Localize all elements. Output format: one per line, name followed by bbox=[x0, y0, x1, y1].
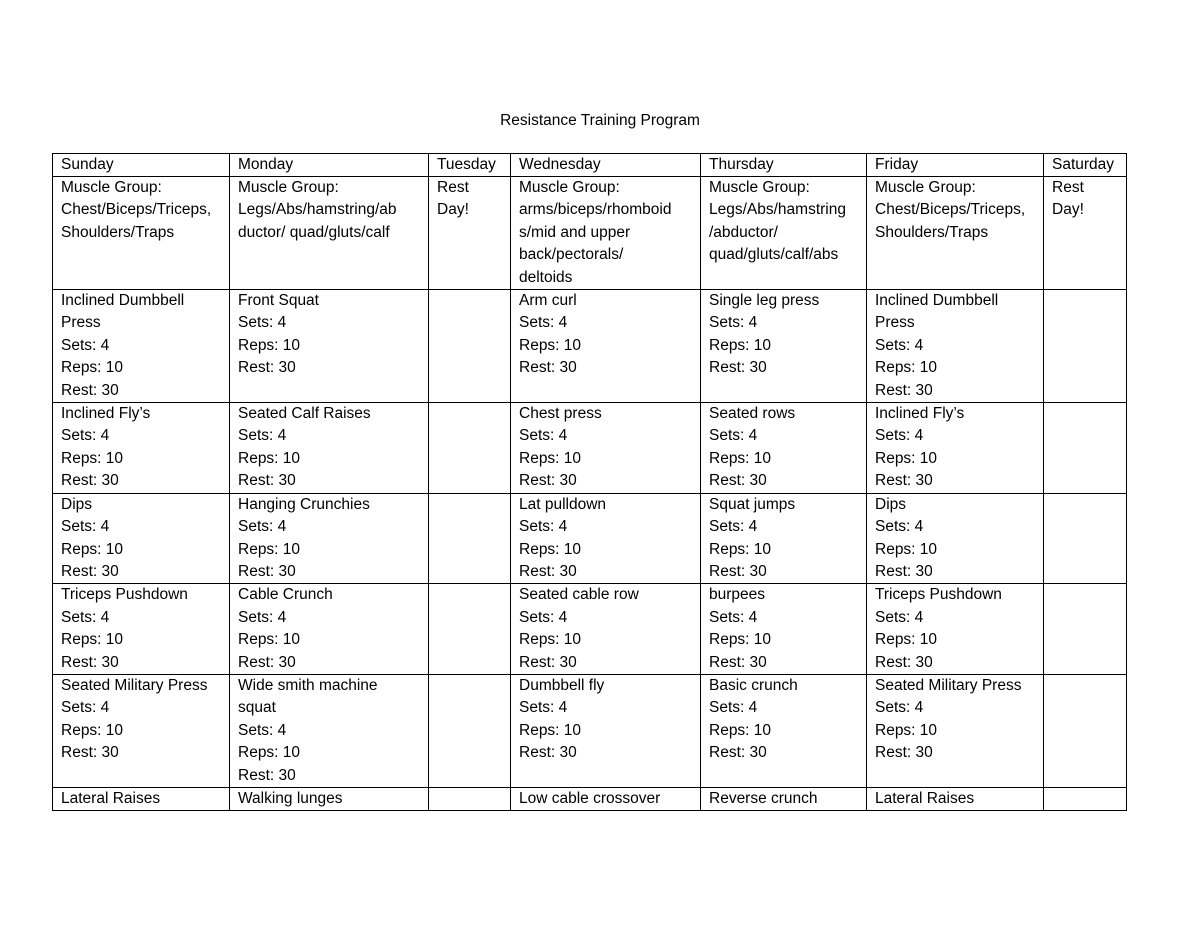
exercise-name: Inclined Fly’s bbox=[61, 405, 151, 423]
exercise-detail: Rest: 30 bbox=[61, 381, 119, 399]
cell-line: Legs/Abs/hamstring/ab bbox=[238, 201, 397, 219]
exercise-detail: Sets: 4 bbox=[709, 427, 758, 445]
cell-line: Legs/Abs/hamstring bbox=[709, 201, 846, 219]
exercise-detail: Sets: 4 bbox=[238, 427, 287, 445]
exercise-detail: Reps: 10 bbox=[61, 540, 124, 558]
cell-line: quad/gluts/calf/abs bbox=[709, 246, 839, 264]
exercise-name: Dips bbox=[61, 495, 93, 513]
cell-line: Chest/Biceps/Triceps, bbox=[61, 201, 212, 219]
cell-line: Rest bbox=[437, 179, 469, 196]
cell-line: Muscle Group: bbox=[61, 179, 162, 196]
cell-line: back/pectorals/ bbox=[519, 246, 624, 264]
exercise-name: Seated rows bbox=[709, 405, 796, 423]
day-header-wednesday: Wednesday bbox=[511, 154, 701, 177]
exercise-cell-thursday bbox=[701, 403, 867, 494]
day-header-sunday: Sunday bbox=[53, 154, 230, 177]
exercise-detail: Sets: 4 bbox=[61, 427, 110, 445]
exercise-cell-tuesday bbox=[429, 403, 511, 494]
exercise-detail: Rest: 30 bbox=[61, 562, 119, 580]
exercise-detail: Sets: 4 bbox=[238, 314, 287, 332]
exercise-cell-wednesday bbox=[511, 787, 701, 810]
cell-line: ductor/ quad/gluts/calf bbox=[238, 223, 390, 241]
exercise-name: Triceps Pushdown bbox=[875, 586, 1002, 604]
exercise-cell-thursday bbox=[701, 493, 867, 584]
cell-line: Shoulders/Traps bbox=[61, 223, 175, 241]
exercise-name: Triceps Pushdown bbox=[61, 586, 188, 604]
exercise-detail: Sets: 4 bbox=[238, 608, 287, 626]
exercise-cell-sunday bbox=[53, 493, 230, 584]
exercise-detail: Reps: 10 bbox=[519, 721, 582, 739]
exercise-detail: Reps: 10 bbox=[61, 449, 124, 467]
exercise-detail: Sets: 4 bbox=[875, 336, 924, 354]
exercise-cell-sunday bbox=[53, 290, 230, 403]
exercise-detail: Reps: 10 bbox=[238, 744, 301, 762]
exercise-cell-friday bbox=[867, 290, 1044, 403]
exercise-name: Lateral Raises bbox=[61, 789, 161, 807]
exercise-detail: Reps: 10 bbox=[61, 631, 124, 649]
exercise-detail: Rest: 30 bbox=[238, 472, 296, 490]
exercise-detail: Sets: 4 bbox=[519, 699, 568, 717]
exercise-row bbox=[53, 493, 1127, 584]
exercise-name: Inclined Fly’s bbox=[875, 405, 965, 423]
exercise-detail: Rest: 30 bbox=[875, 653, 933, 671]
muscle-group-cell-tuesday bbox=[429, 177, 511, 290]
exercise-detail: Reps: 10 bbox=[875, 359, 938, 377]
exercise-detail: Sets: 4 bbox=[709, 518, 758, 536]
exercise-detail: Sets: 4 bbox=[875, 699, 924, 717]
exercise-detail: Reps: 10 bbox=[875, 721, 938, 739]
muscle-group-cell-thursday bbox=[701, 177, 867, 290]
exercise-detail: Rest: 30 bbox=[238, 653, 296, 671]
exercise-name: Arm curl bbox=[519, 292, 577, 310]
exercise-detail: Reps: 10 bbox=[238, 540, 301, 558]
exercise-detail: Rest: 30 bbox=[238, 562, 296, 580]
cell-line: Muscle Group: bbox=[875, 179, 976, 196]
exercise-detail: Rest: 30 bbox=[238, 766, 296, 784]
exercise-name: Inclined Dumbbell bbox=[875, 292, 999, 310]
exercise-detail: Reps: 10 bbox=[875, 540, 938, 558]
exercise-detail: Sets: 4 bbox=[875, 427, 924, 445]
exercise-detail: Sets: 4 bbox=[238, 518, 287, 536]
exercise-cell-wednesday bbox=[511, 493, 701, 584]
exercise-name: Low cable crossover bbox=[519, 789, 661, 807]
exercise-detail: Sets: 4 bbox=[61, 336, 110, 354]
exercise-name: Inclined Dumbbell bbox=[61, 292, 185, 310]
exercise-detail: Sets: 4 bbox=[519, 314, 568, 332]
exercise-detail: Sets: 4 bbox=[61, 608, 110, 626]
exercise-cell-tuesday bbox=[429, 584, 511, 675]
muscle-group-cell-sunday bbox=[53, 177, 230, 290]
exercise-cell-tuesday bbox=[429, 674, 511, 787]
exercise-cell-saturday bbox=[1044, 674, 1127, 787]
exercise-detail: Reps: 10 bbox=[709, 449, 772, 467]
exercise-detail: Reps: 10 bbox=[875, 631, 938, 649]
exercise-cell-friday bbox=[867, 674, 1044, 787]
exercise-cell-tuesday bbox=[429, 290, 511, 403]
exercise-name: Seated Military Press bbox=[875, 676, 1022, 694]
exercise-name: Front Squat bbox=[238, 292, 319, 310]
exercise-name: Reverse crunch bbox=[709, 789, 818, 807]
exercise-detail: Rest: 30 bbox=[709, 359, 767, 377]
exercise-cell-saturday bbox=[1044, 403, 1127, 494]
exercise-row bbox=[53, 674, 1127, 787]
exercise-detail: Reps: 10 bbox=[709, 336, 772, 354]
exercise-cell-monday bbox=[230, 403, 429, 494]
exercise-detail: Sets: 4 bbox=[709, 314, 758, 332]
cell-line: arms/biceps/rhomboid bbox=[519, 201, 672, 219]
exercise-detail: Reps: 10 bbox=[61, 359, 124, 377]
exercise-cell-tuesday bbox=[429, 493, 511, 584]
exercise-cell-wednesday bbox=[511, 403, 701, 494]
exercise-name: Seated Military Press bbox=[61, 676, 208, 694]
exercise-cell-thursday bbox=[701, 674, 867, 787]
exercise-cell-wednesday bbox=[511, 584, 701, 675]
exercise-detail: Rest: 30 bbox=[875, 744, 933, 762]
exercise-detail: Reps: 10 bbox=[61, 721, 124, 739]
exercise-name: burpees bbox=[709, 586, 766, 604]
exercise-detail: Sets: 4 bbox=[61, 699, 110, 717]
exercise-cell-monday bbox=[230, 493, 429, 584]
exercise-cell-sunday bbox=[53, 787, 230, 810]
muscle-group-cell-monday bbox=[230, 177, 429, 290]
exercise-name: Walking lunges bbox=[238, 789, 343, 807]
exercise-name: Basic crunch bbox=[709, 676, 798, 694]
cell-line: /abductor/ bbox=[709, 223, 778, 241]
exercise-detail: Rest: 30 bbox=[61, 653, 119, 671]
exercise-detail: Reps: 10 bbox=[519, 336, 582, 354]
exercise-row bbox=[53, 584, 1127, 675]
cell-line: Shoulders/Traps bbox=[875, 223, 989, 241]
exercise-name: Chest press bbox=[519, 405, 602, 423]
cell-line: s/mid and upper bbox=[519, 223, 631, 241]
exercise-cell-monday bbox=[230, 290, 429, 403]
day-header-friday: Friday bbox=[867, 154, 1044, 177]
exercise-cell-saturday bbox=[1044, 290, 1127, 403]
exercise-cell-monday bbox=[230, 787, 429, 810]
exercise-detail: Sets: 4 bbox=[875, 518, 924, 536]
exercise-row bbox=[53, 290, 1127, 403]
exercise-cell-saturday bbox=[1044, 584, 1127, 675]
exercise-cell-wednesday bbox=[511, 290, 701, 403]
exercise-detail: Rest: 30 bbox=[61, 472, 119, 490]
exercise-row bbox=[53, 787, 1127, 810]
exercise-detail: Reps: 10 bbox=[238, 449, 301, 467]
exercise-name: Wide smith machine bbox=[238, 676, 378, 694]
exercise-cell-thursday bbox=[701, 787, 867, 810]
exercise-detail: Rest: 30 bbox=[519, 562, 577, 580]
exercise-name: Lat pulldown bbox=[519, 495, 607, 513]
exercise-cell-monday bbox=[230, 674, 429, 787]
exercise-detail: Sets: 4 bbox=[709, 608, 758, 626]
exercise-name: Seated cable row bbox=[519, 586, 639, 604]
exercise-detail: Reps: 10 bbox=[709, 721, 772, 739]
exercise-cell-monday bbox=[230, 584, 429, 675]
exercise-detail: Reps: 10 bbox=[875, 449, 938, 467]
exercise-detail: Reps: 10 bbox=[519, 540, 582, 558]
day-header-monday: Monday bbox=[230, 154, 429, 177]
exercise-detail: Rest: 30 bbox=[519, 653, 577, 671]
exercise-cell-friday bbox=[867, 584, 1044, 675]
cell-line: deltoids bbox=[519, 268, 573, 286]
cell-line: Day! bbox=[437, 201, 469, 219]
exercise-detail: Rest: 30 bbox=[519, 744, 577, 762]
exercise-detail: Rest: 30 bbox=[519, 359, 577, 377]
exercise-cell-friday bbox=[867, 403, 1044, 494]
training-schedule-table bbox=[52, 153, 1127, 811]
exercise-detail: squat bbox=[238, 699, 276, 717]
exercise-detail: Rest: 30 bbox=[61, 744, 119, 762]
exercise-detail: Reps: 10 bbox=[238, 336, 301, 354]
exercise-detail: Sets: 4 bbox=[709, 699, 758, 717]
exercise-cell-wednesday bbox=[511, 674, 701, 787]
exercise-name: Hanging Crunchies bbox=[238, 495, 370, 513]
cell-line: Muscle Group: bbox=[238, 179, 339, 196]
exercise-detail: Reps: 10 bbox=[709, 631, 772, 649]
exercise-detail: Sets: 4 bbox=[519, 518, 568, 536]
exercise-detail: Rest: 30 bbox=[875, 381, 933, 399]
cell-line: Day! bbox=[1052, 201, 1084, 219]
cell-line: Muscle Group: bbox=[519, 179, 620, 196]
exercise-cell-tuesday bbox=[429, 787, 511, 810]
exercise-cell-friday bbox=[867, 787, 1044, 810]
exercise-name: Lateral Raises bbox=[875, 789, 975, 807]
muscle-group-cell-saturday bbox=[1044, 177, 1127, 290]
day-header-tuesday: Tuesday bbox=[429, 154, 511, 177]
exercise-detail: Rest: 30 bbox=[875, 562, 933, 580]
exercise-cell-sunday bbox=[53, 403, 230, 494]
exercise-cell-sunday bbox=[53, 674, 230, 787]
exercise-detail: Rest: 30 bbox=[709, 653, 767, 671]
muscle-group-cell-friday bbox=[867, 177, 1044, 290]
exercise-row bbox=[53, 403, 1127, 494]
exercise-name: Cable Crunch bbox=[238, 586, 333, 604]
exercise-detail: Press bbox=[61, 314, 101, 332]
exercise-name: Dumbbell fly bbox=[519, 676, 605, 694]
day-header-thursday: Thursday bbox=[701, 154, 867, 177]
exercise-detail: Rest: 30 bbox=[709, 744, 767, 762]
muscle-group-cell-wednesday bbox=[511, 177, 701, 290]
exercise-cell-thursday bbox=[701, 290, 867, 403]
exercise-detail: Sets: 4 bbox=[875, 608, 924, 626]
exercise-cell-thursday bbox=[701, 584, 867, 675]
cell-line: Chest/Biceps/Triceps, bbox=[875, 201, 1026, 219]
exercise-name: Dips bbox=[875, 495, 907, 513]
page-title: Resistance Training Program bbox=[500, 112, 700, 129]
exercise-detail: Reps: 10 bbox=[709, 540, 772, 558]
muscle-group-row bbox=[53, 177, 1127, 290]
exercise-detail: Sets: 4 bbox=[519, 608, 568, 626]
exercise-name: Squat jumps bbox=[709, 495, 796, 513]
exercise-detail: Sets: 4 bbox=[238, 721, 287, 739]
exercise-cell-saturday bbox=[1044, 787, 1127, 810]
cell-line: Rest bbox=[1052, 179, 1084, 196]
exercise-detail: Reps: 10 bbox=[238, 631, 301, 649]
exercise-detail: Reps: 10 bbox=[519, 631, 582, 649]
exercise-detail: Sets: 4 bbox=[519, 427, 568, 445]
exercise-detail: Rest: 30 bbox=[709, 562, 767, 580]
cell-line: Muscle Group: bbox=[709, 179, 810, 196]
exercise-name: Seated Calf Raises bbox=[238, 405, 371, 423]
exercise-detail: Reps: 10 bbox=[519, 449, 582, 467]
day-header-saturday: Saturday bbox=[1044, 154, 1127, 177]
exercise-detail: Press bbox=[875, 314, 915, 332]
exercise-detail: Rest: 30 bbox=[875, 472, 933, 490]
exercise-cell-sunday bbox=[53, 584, 230, 675]
exercise-cell-friday bbox=[867, 493, 1044, 584]
exercise-detail: Rest: 30 bbox=[238, 359, 296, 377]
exercise-detail: Rest: 30 bbox=[709, 472, 767, 490]
exercise-detail: Sets: 4 bbox=[61, 518, 110, 536]
day-header-row bbox=[53, 154, 1127, 177]
exercise-detail: Rest: 30 bbox=[519, 472, 577, 490]
exercise-cell-saturday bbox=[1044, 493, 1127, 584]
exercise-name: Single leg press bbox=[709, 292, 820, 310]
